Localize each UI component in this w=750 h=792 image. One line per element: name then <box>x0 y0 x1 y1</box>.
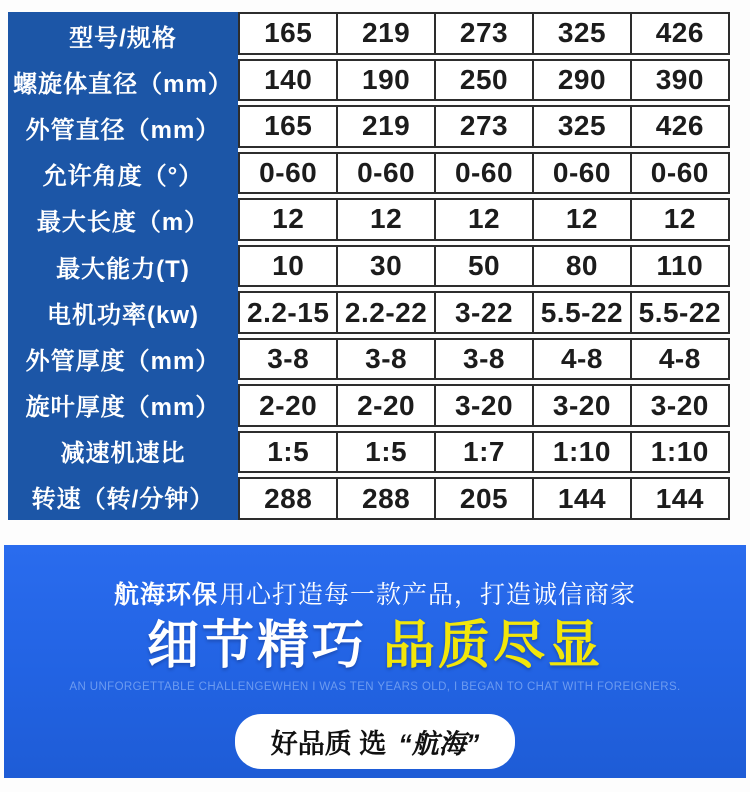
spec-value-cell: 3-8 <box>238 338 338 381</box>
spec-value-cell: 3-20 <box>434 384 534 427</box>
spec-table-row <box>238 477 730 520</box>
spec-value-cell: 2-20 <box>238 384 338 427</box>
spec-value-cell: 1:7 <box>434 431 534 474</box>
promo-banner <box>4 545 746 778</box>
spec-table-row <box>238 291 730 334</box>
spec-value-cell: 0-60 <box>336 152 436 195</box>
spec-value-cell: 205 <box>434 477 534 520</box>
spec-value-cell: 2.2-15 <box>238 291 338 334</box>
spec-table-row <box>238 152 730 195</box>
spec-table-row <box>238 431 730 474</box>
spec-value-cell: 0-60 <box>434 152 534 195</box>
spec-table-row <box>238 12 730 55</box>
spec-value-cell: 30 <box>336 245 436 288</box>
spec-value-cell: 325 <box>532 105 632 148</box>
spec-value-cell: 3-20 <box>630 384 730 427</box>
spec-table <box>8 12 730 520</box>
spec-value-cell: 144 <box>630 477 730 520</box>
spec-value-cell: 0-60 <box>630 152 730 195</box>
spec-value-cell: 12 <box>336 198 436 241</box>
banner-subline-en: AN UNFORGETTABLE CHALLENGEWHEN I WAS TEN YEARS OLD, I BEGAN TO CHAT WITH FOREIGNERS. <box>69 680 681 693</box>
spec-value-cell: 10 <box>238 245 338 288</box>
spec-row-label: 旋叶厚度（mm） <box>25 394 221 422</box>
spec-value-cell: 110 <box>630 245 730 288</box>
spec-data-area <box>238 12 730 520</box>
spec-value-cell: 426 <box>630 12 730 55</box>
spec-row-label: 外管厚度（mm） <box>25 347 221 375</box>
spec-value-cell: 50 <box>434 245 534 288</box>
spec-table-row <box>238 384 730 427</box>
spec-table-row <box>238 198 730 241</box>
spec-value-cell: 12 <box>434 198 534 241</box>
spec-value-cell: 2-20 <box>336 384 436 427</box>
pill-brand-name: “航海” <box>398 728 480 759</box>
spec-value-cell: 190 <box>336 59 436 102</box>
spec-value-cell: 219 <box>336 12 436 55</box>
spec-row-label: 最大能力(T) <box>56 255 190 283</box>
spec-label-column <box>8 12 238 520</box>
headline-yellow: 品质尽显 <box>383 617 604 675</box>
spec-value-cell: 144 <box>532 477 632 520</box>
spec-value-cell: 3-20 <box>532 384 632 427</box>
spec-value-cell: 5.5-22 <box>630 291 730 334</box>
spec-value-cell: 1:10 <box>630 431 730 474</box>
spec-value-cell: 1:5 <box>336 431 436 474</box>
headline-white: 细节精巧 <box>146 617 367 675</box>
spec-row-label: 转速（转/分钟） <box>31 486 215 514</box>
spec-row-label: 外管直径（mm） <box>25 116 221 144</box>
spec-value-cell: 0-60 <box>238 152 338 195</box>
spec-value-cell: 12 <box>532 198 632 241</box>
spec-row-label: 型号/规格 <box>69 24 177 52</box>
spec-value-cell: 12 <box>238 198 338 241</box>
spec-value-cell: 273 <box>434 105 534 148</box>
spec-table-row <box>238 245 730 288</box>
banner-headline <box>4 619 746 674</box>
tagline-text: 用心打造每一款产品，打造诚信商家 <box>220 581 637 609</box>
spec-value-cell: 390 <box>630 59 730 102</box>
spec-value-cell: 12 <box>630 198 730 241</box>
quality-pill-badge <box>235 714 516 769</box>
spec-table-row <box>238 338 730 381</box>
spec-value-cell: 250 <box>434 59 534 102</box>
spec-value-cell: 273 <box>434 12 534 55</box>
spec-row-label: 电机功率(kw) <box>47 301 199 329</box>
spec-value-cell: 3-8 <box>434 338 534 381</box>
spec-row-label: 允许角度（°） <box>42 163 204 191</box>
spec-value-cell: 0-60 <box>532 152 632 195</box>
spec-value-cell: 165 <box>238 12 338 55</box>
spec-value-cell: 426 <box>630 105 730 148</box>
spec-value-cell: 288 <box>238 477 338 520</box>
spec-value-cell: 3-22 <box>434 291 534 334</box>
spec-value-cell: 4-8 <box>630 338 730 381</box>
spec-table-row <box>238 59 730 102</box>
spec-value-cell: 325 <box>532 12 632 55</box>
pill-text: 好品质 选 <box>270 728 387 759</box>
brand-name: 航海环保 <box>113 581 218 609</box>
spec-row-label: 最大长度（m） <box>36 209 210 237</box>
spec-value-cell: 4-8 <box>532 338 632 381</box>
spec-value-cell: 288 <box>336 477 436 520</box>
spec-value-cell: 80 <box>532 245 632 288</box>
spec-row-label: 螺旋体直径（mm） <box>13 70 233 98</box>
spec-value-cell: 2.2-22 <box>336 291 436 334</box>
spec-value-cell: 5.5-22 <box>532 291 632 334</box>
spec-value-cell: 140 <box>238 59 338 102</box>
spec-table-row <box>238 105 730 148</box>
spec-row-label: 减速机速比 <box>60 440 186 468</box>
spec-value-cell: 1:10 <box>532 431 632 474</box>
spec-value-cell: 3-8 <box>336 338 436 381</box>
spec-value-cell: 290 <box>532 59 632 102</box>
spec-value-cell: 165 <box>238 105 338 148</box>
spec-value-cell: 1:5 <box>238 431 338 474</box>
spec-value-cell: 219 <box>336 105 436 148</box>
banner-tagline <box>4 575 746 611</box>
